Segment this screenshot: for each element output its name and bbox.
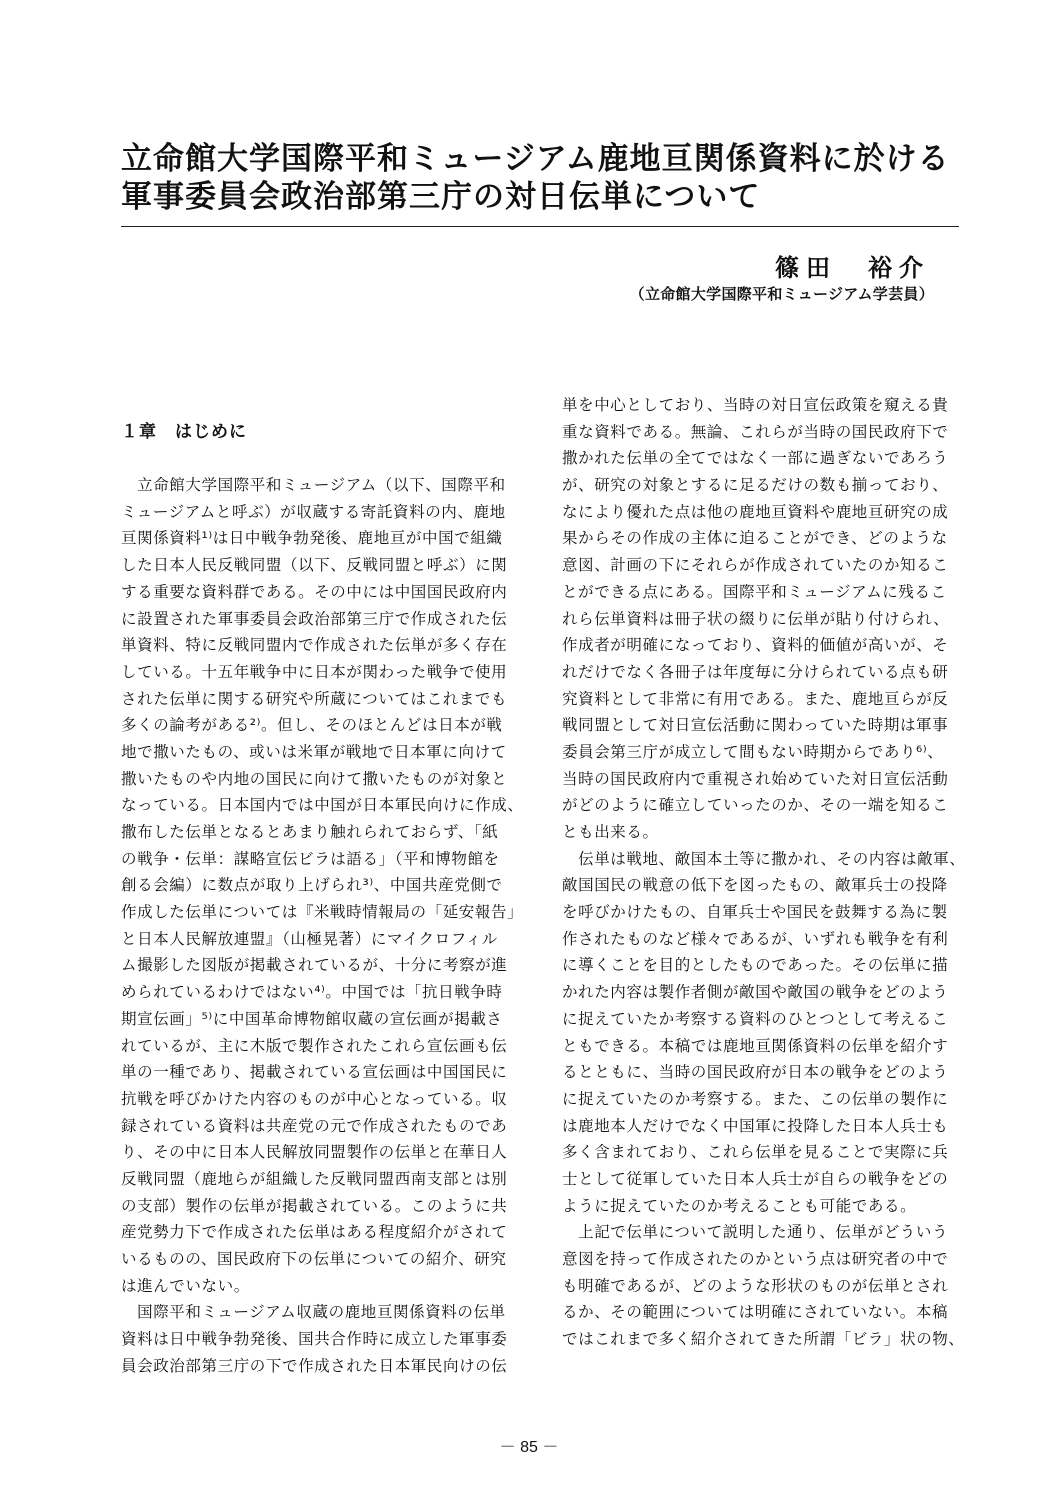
left-column-line: 撒いたものや内地の国民に向けて撒いたものが対象と xyxy=(121,769,508,788)
right-column-line: とも出来る。 xyxy=(562,823,659,841)
right-column-line: を呼びかけたもの、自軍兵士や国民を鼓舞する為に製 xyxy=(562,903,948,922)
author-affiliation: （立命館大学国際平和ミュージアム学芸員） xyxy=(629,285,934,303)
left-column-line: 多くの論考がある²⁾。但し、そのほとんどは日本が戦 xyxy=(121,716,503,735)
right-column-line: 究資料として非常に有用である。また、鹿地亘らが反 xyxy=(562,689,949,708)
left-column-line: 抗戦を呼びかけた内容のものが中心となっている。収 xyxy=(121,1089,508,1108)
right-column-line: に導くことを目的としたものであった。その伝単に描 xyxy=(562,956,949,975)
left-column-line: している。十五年戦争中に日本が関わった戦争で使用 xyxy=(121,662,508,681)
left-column-line: 国際平和ミュージアム収蔵の鹿地亘関係資料の伝単 xyxy=(121,1303,506,1322)
left-column-line: は進んでいない。 xyxy=(121,1276,250,1295)
right-column-line: 士として従軍していた日本人兵士が自らの戦争をどの xyxy=(562,1169,949,1188)
left-column-line: 単の一種であり、掲載されている宣伝画は中国国民に xyxy=(121,1063,508,1082)
right-column-line: 意図、計画の下にそれらが作成されていたのか知るこ xyxy=(562,556,949,575)
left-column-line: 資料は日中戦争勃発後、国共合作時に成立した軍事委 xyxy=(121,1330,508,1349)
title-rule xyxy=(121,226,959,227)
right-column-line: るとともに、当時の国民政府が日本の戦争をどのよう xyxy=(562,1063,949,1082)
right-column-line: 重な資料である。無論、これらが当時の国民政府下で xyxy=(562,422,949,441)
left-column-line: り、その中に日本人民解放同盟製作の伝単と在華日人 xyxy=(121,1143,508,1162)
right-column-line: も明確であるが、どのような形状のものが伝単とされ xyxy=(562,1276,949,1295)
left-column-line xyxy=(121,392,521,419)
right-column-line: ではこれまで多く紹介されてきた所謂「ビラ」状の物、 xyxy=(562,1330,965,1349)
paper-title xyxy=(121,140,961,216)
right-column-line: とができる点にある。国際平和ミュージアムに残るこ xyxy=(562,582,947,601)
right-column-line: 撒かれた伝単の全てではなく一部に過ぎないであろう xyxy=(562,449,949,468)
left-column-line: ミュージアムと呼ぶ）が収蔵する寄託資料の内、鹿地 xyxy=(121,502,506,521)
left-column-line: なっている。日本国内では中国が日本軍民向けに作成、 xyxy=(121,796,524,815)
page-number: － 85 － xyxy=(499,1439,559,1456)
left-column-line: 亘関係資料¹⁾は日中戦争勃発後、鹿地亘が中国で組織 xyxy=(121,529,503,548)
right-column-line: 委員会第三庁が成立して間もない時期からであり⁶⁾、 xyxy=(562,742,944,761)
left-column-line: する重要な資料群である。その中には中国国民政府内 xyxy=(121,582,508,601)
right-column-line: 果からその作成の主体に迫ることができ、どのような xyxy=(562,529,948,548)
left-column-line: められているわけではない⁴⁾。中国では「抗日戦争時 xyxy=(121,983,503,1002)
left-column-line: 期宣伝画」⁵⁾に中国革命博物館収蔵の宣伝画が掲載さ xyxy=(121,1009,503,1028)
right-column-line: が、研究の対象とするに足るだけの数も揃っており、 xyxy=(562,476,949,495)
left-column-line: ム撮影した図版が掲載されているが、十分に考察が進 xyxy=(121,956,508,975)
right-column-line: れだけでなく各冊子は年度毎に分けられている点も研 xyxy=(562,662,949,681)
title-line-1: 立命館大学国際平和ミュージアム鹿地亘関係資料に於ける xyxy=(121,141,950,177)
right-column-line: なにより優れた点は他の鹿地亘資料や鹿地亘研究の成 xyxy=(562,502,949,521)
left-column-line: 立命館大学国際平和ミュージアム（以下、国際平和 xyxy=(121,476,506,495)
right-column-line: 作成者が明確になっており、資料的価値が高いが、そ xyxy=(562,636,949,655)
left-column-line: 反戦同盟（鹿地らが組織した反戦同盟西南支部とは別 xyxy=(121,1169,508,1188)
left-column-line: した日本人民反戦同盟（以下、反戦同盟と呼ぶ）に関 xyxy=(121,556,508,575)
right-column-line: に捉えていたのか考察する。また、この伝単の製作に xyxy=(562,1089,949,1108)
title-line-2: 軍事委員会政治部第三庁の対日伝単について xyxy=(121,179,761,215)
right-column xyxy=(562,392,966,1353)
right-column-line: に捉えていたか考察する資料のひとつとして考えるこ xyxy=(562,1009,949,1028)
right-column-line: かれた内容は製作者側が敵国や敵国の戦争をどのよう xyxy=(562,983,949,1002)
left-column-line: 員会政治部第三庁の下で作成された日本軍民向けの伝 xyxy=(121,1356,508,1375)
right-column-line: 意図を持って作成されたのかという点は研究者の中で xyxy=(562,1250,949,1268)
left-column-line: 単資料、特に反戦同盟内で作成された伝単が多く存在 xyxy=(121,636,508,655)
left-column-line: に設置された軍事委員会政治部第三庁で作成された伝 xyxy=(121,609,508,628)
left-column-line: 産党勢力下で作成された伝単はある程度紹介がされて xyxy=(121,1223,508,1242)
right-column-line: がどのように確立していったのか、その一端を知るこ xyxy=(562,796,949,815)
left-column-line xyxy=(121,445,521,472)
right-column-line: 当時の国民政府内で重視され始めていた対日宣伝活動 xyxy=(562,769,949,788)
right-column-line: ともできる。本稿では鹿地亘関係資料の伝単を紹介す xyxy=(562,1036,949,1055)
left-column-line: 地で撒いたもの、或いは米軍が戦地で日本軍に向けて xyxy=(121,742,507,761)
right-column-line: ように捉えていたのか考えることも可能である。 xyxy=(562,1196,917,1215)
right-column-line: 多く含まれており、これら伝単を見ることで実際に兵 xyxy=(562,1143,949,1162)
right-column-line: 作されたものなど様々であるが、いずれも戦争を有利 xyxy=(562,929,949,948)
left-column-line: １章 はじめに xyxy=(121,421,247,442)
left-column-line: 撒布した伝単となるとあまり触れられておらず、「紙 xyxy=(121,823,499,841)
left-column-line: 創る会編）に数点が取り上げられ³⁾、中国共産党側で xyxy=(121,876,503,895)
left-column-line: いるものの、国民政府下の伝単についての紹介、研究 xyxy=(121,1250,507,1268)
right-column-line: れら伝単資料は冊子状の綴りに伝単が貼り付けられ、 xyxy=(562,609,950,628)
right-column-line: 伝単は戦地、敵国本土等に撒かれ、その内容は敵軍、 xyxy=(562,849,966,868)
right-column-line: るか、その範囲については明確にされていない。本稿 xyxy=(562,1303,949,1322)
left-column-line: 作成した伝単については『米戦時情報局の「延安報告」 xyxy=(121,903,524,922)
left-column-line: の支部）製作の伝単が掲載されている。このように共 xyxy=(121,1196,508,1215)
left-column-line: 録されている資料は共産党の元で作成されたものであ xyxy=(121,1116,508,1135)
right-column-line: は鹿地本人だけでなく中国軍に投降した日本人兵士も xyxy=(562,1116,949,1135)
left-column xyxy=(121,392,524,1379)
right-column-line: 戦同盟として対日宣伝活動に関わっていた時期は軍事 xyxy=(562,716,949,735)
right-column-line: 上記で伝単について説明した通り、伝単がどういう xyxy=(562,1223,949,1242)
left-column-line: れているが、主に木版で製作されたこれら宣伝画も伝 xyxy=(121,1036,508,1055)
right-column-line: 敵国国民の戦意の低下を図ったもの、敵軍兵士の投降 xyxy=(562,876,948,895)
author-name: 篠田 裕介 xyxy=(775,254,930,282)
right-column-line: 単を中心としており、当時の対日宣伝政策を窺える貴 xyxy=(562,396,949,414)
left-column-line: された伝単に関する研究や所蔵についてはこれまでも xyxy=(121,689,508,708)
left-column-line: の戦争・伝単：謀略宣伝ビラは語る」（平和博物館を xyxy=(121,849,500,868)
left-column-line: と日本人民解放連盟』（山極晃著）にマイクロフィル xyxy=(121,929,498,948)
